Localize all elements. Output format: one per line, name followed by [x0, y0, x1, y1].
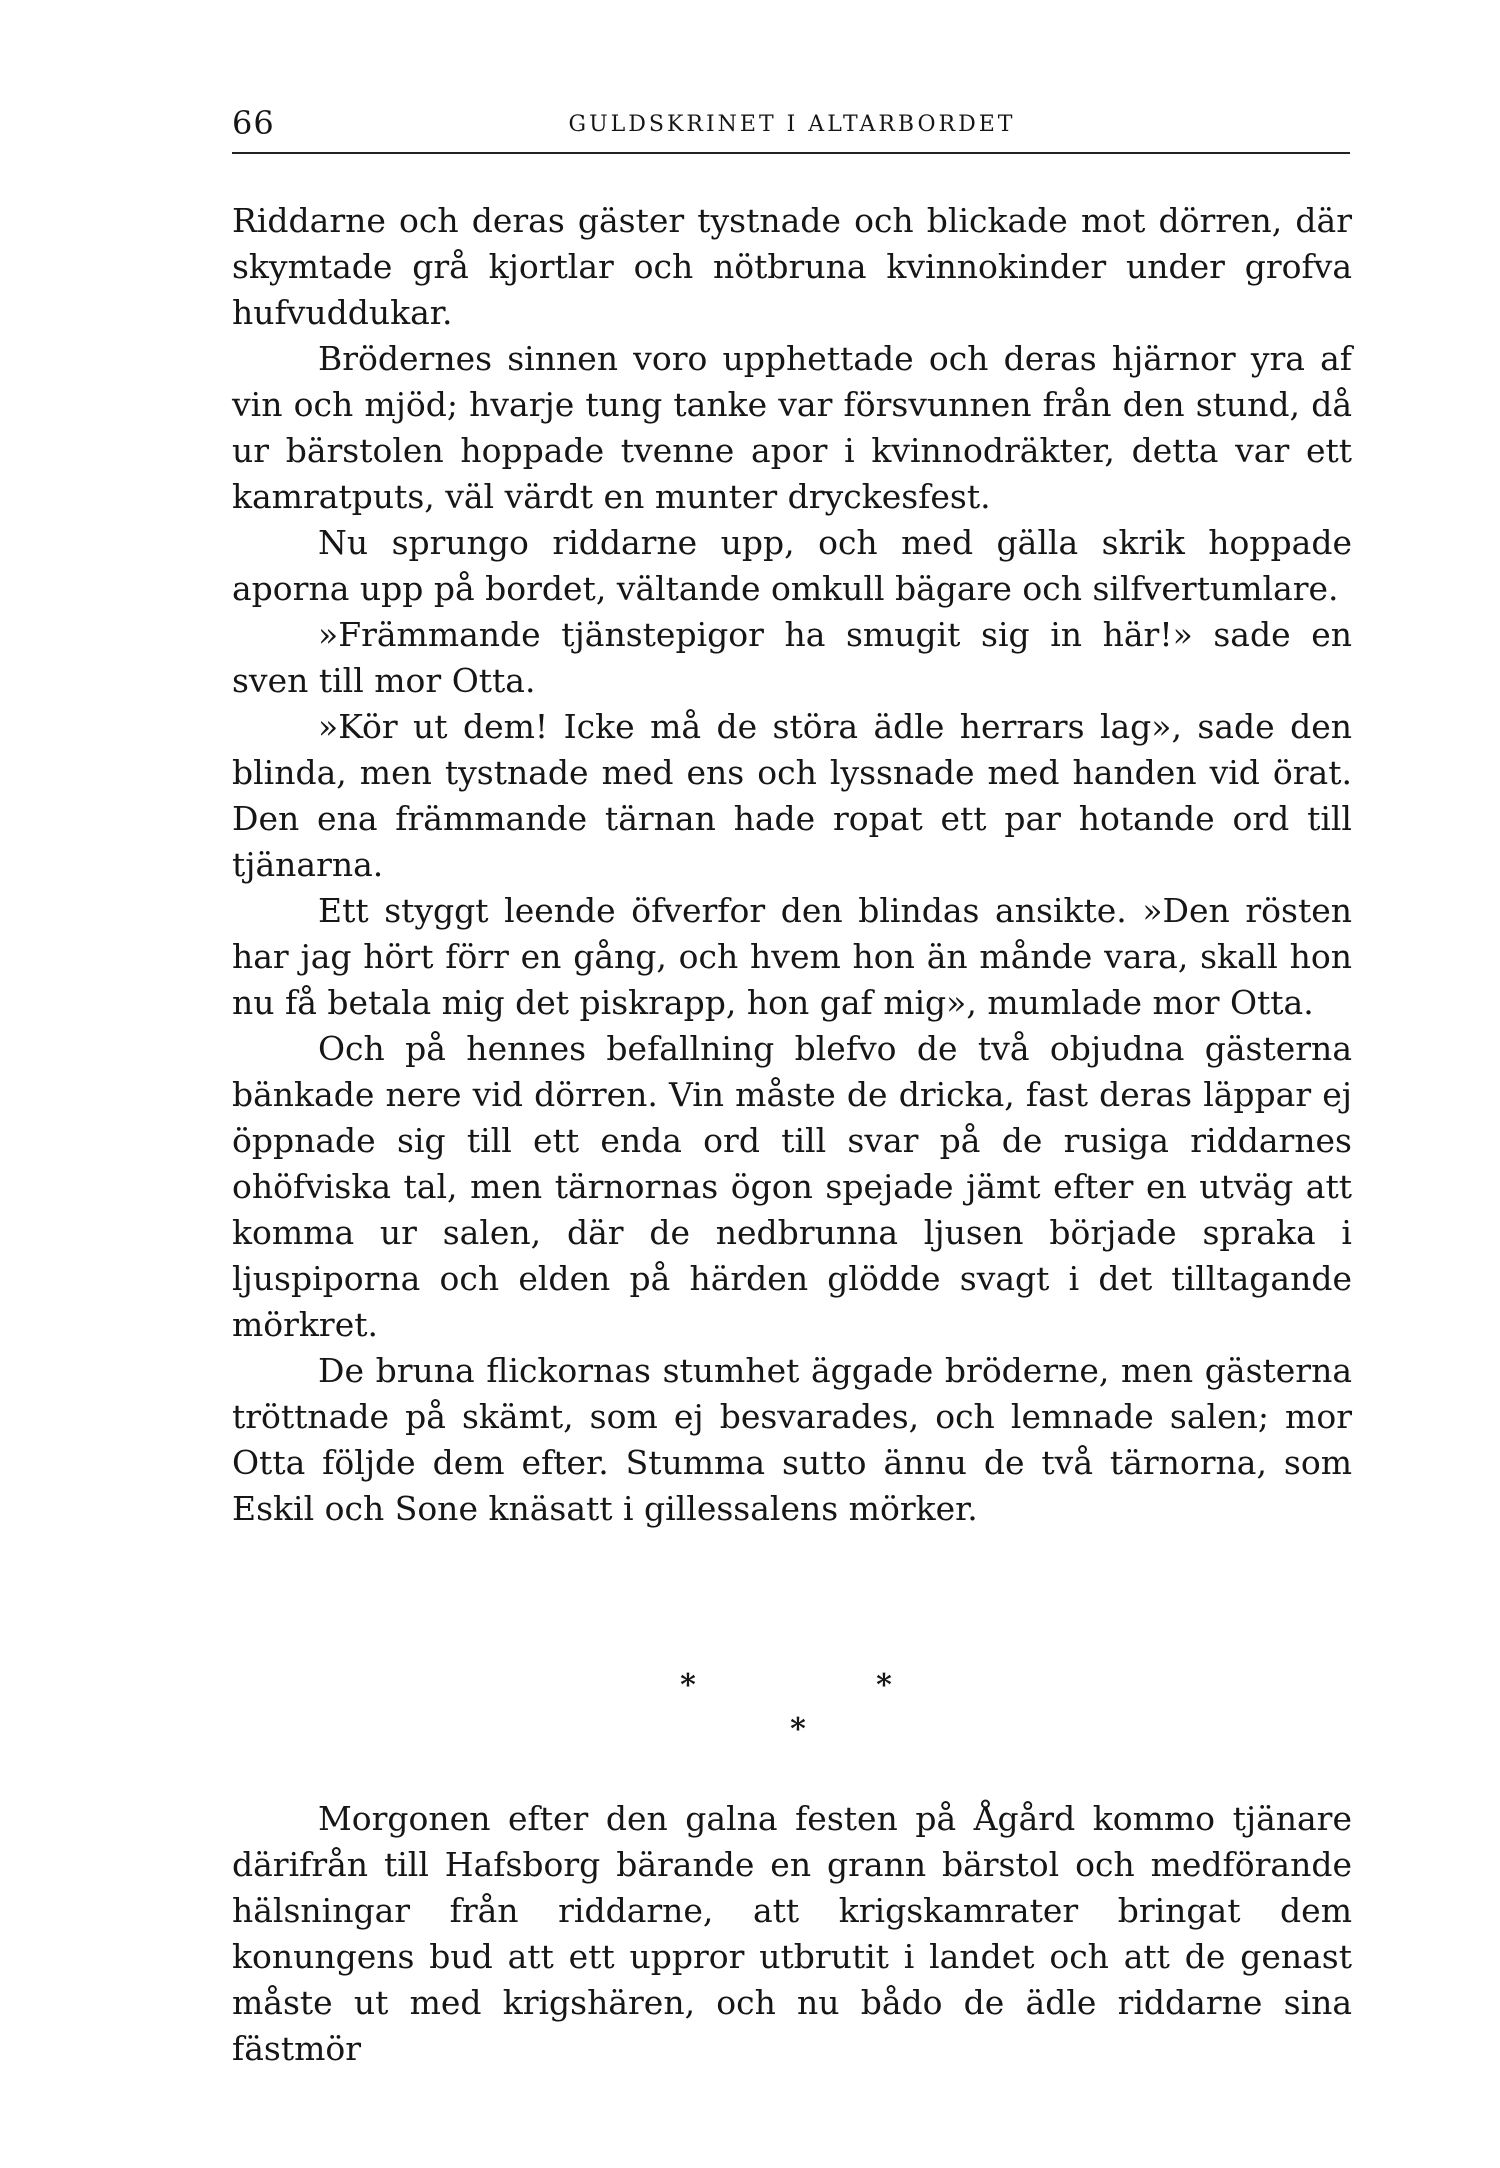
section-break-asterism [232, 1668, 1352, 1758]
asterism-star: * [680, 1668, 696, 1703]
paragraph: Brödernes sinnen voro upphettade och deras hjärnor yra af vin och mjöd; hvarje tung tanke var försvunnen från den stund, då ur bärstolen hoppade tvenne apor i kvinnodräkter, detta var ett kamratputs, väl värdt en munter dryckesfest. [232, 339, 1352, 516]
paragraph: Morgonen efter den galna festen på Ågård kommo tjänare därifrån till Hafsborg bärande en grann bärstol och medförande hälsningar från riddarne, att krigskamrater bringat dem konungens bud att ett uppror utbrutit i landet och att de genast måste ut med krigshären, och nu bådo de ädle riddarne sina fästmör [232, 1799, 1352, 2068]
paragraph: Riddarne och deras gäster tystnade och blickade mot dörren, där skymtade grå kjortlar och nötbruna kvinnokinder under grofva hufvuddukar. [232, 201, 1352, 332]
header-rule [232, 152, 1350, 154]
body-text-after-break [232, 1796, 1352, 2072]
asterism-star: * [790, 1712, 806, 1747]
running-title: GULDSKRINET I ALTARBORDET [568, 112, 1016, 137]
paragraph: Och på hennes befallning blefvo de två objudna gästerna bänkade nere vid dörren. Vin måste de dricka, fast deras läppar ej öppnade sig till ett enda ord till svar på de rusiga riddarnes ohöfviska tal, men tärnornas ögon spejade jämt efter en utväg att komma ur salen, där de nedbrunna ljusen började spraka i ljuspiporna och elden på härden glödde svagt i det tilltagande mörkret. [232, 1029, 1352, 1344]
paragraph: »Främmande tjänstepigor ha smugit sig in här!» sade en sven till mor Otta. [232, 615, 1352, 700]
paragraph: Ett styggt leende öfverfor den blindas ansikte. »Den rösten har jag hört förr en gång, och hvem hon än månde vara, skall hon nu få betala mig det piskrapp, hon gaf mig», mumlade mor Otta. [232, 891, 1352, 1022]
page-number: 66 [232, 104, 275, 142]
paragraph: Nu sprungo riddarne upp, och med gälla skrik hoppade aporna upp på bordet, vältande omkull bägare och silfvertumlare. [232, 523, 1352, 608]
page-header [232, 100, 1352, 150]
asterism-star: * [876, 1668, 892, 1703]
paragraph: »Kör ut dem! Icke må de störa ädle herrars lag», sade den blinda, men tystnade med ens och lyssnade med handen vid örat. Den ena främmande tärnan hade ropat ett par hotande ord till tjänarna. [232, 707, 1352, 884]
paragraph: De bruna flickornas stumhet äggade bröderne, men gästerna tröttnade på skämt, som ej besvarades, och lemnade salen; mor Otta följde dem efter. Stumma sutto ännu de två tärnorna, som Eskil och Sone knäsatt i gillessalens mörker. [232, 1351, 1352, 1528]
body-text [232, 198, 1352, 1532]
